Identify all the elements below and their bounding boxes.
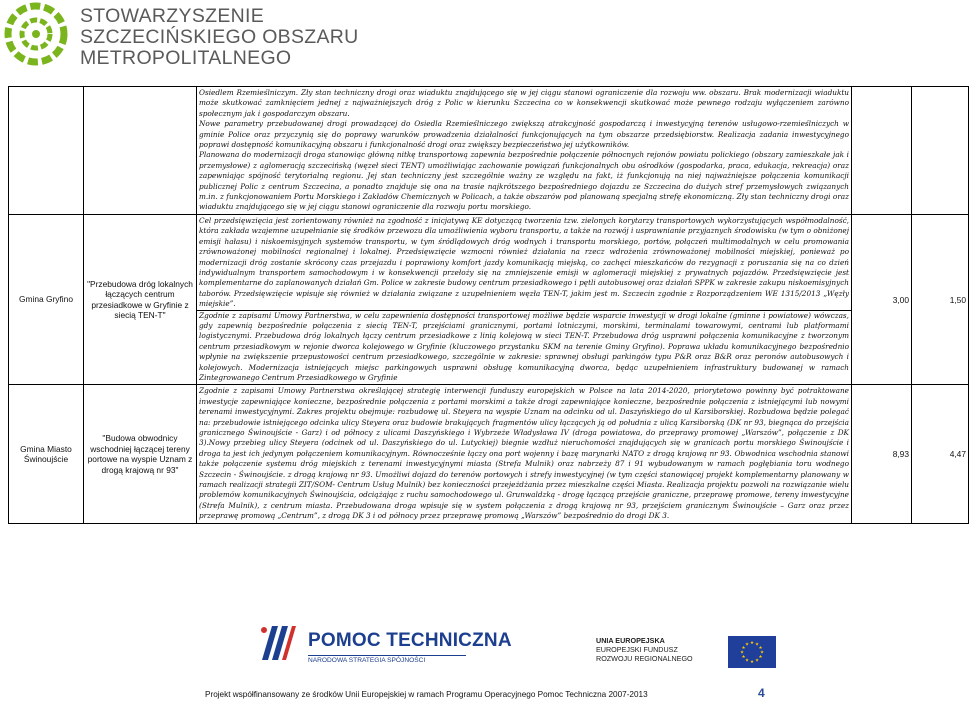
svg-text:★: ★ <box>739 650 745 656</box>
association-logo <box>0 0 359 70</box>
eu-flag-icon <box>728 636 776 668</box>
eu-logo <box>590 628 790 672</box>
eu-line-1: UNIA EUROPEJSKA <box>596 636 665 645</box>
score-share-cell: 4,47 <box>912 385 969 523</box>
logo-line-2: SZCZECIŃSKIEGO OBSZARU <box>80 26 359 48</box>
score-cell: 8,93 <box>852 385 912 523</box>
projects-table <box>8 86 969 524</box>
description-paragraph: Cel przedsięwzięcia jest zorientowany również na zgodność z inicjatywą KE dotyczącą tworzenia tzw. zielonych korytarzy transportowych wykorzystujących współmodalność, która zakłada wzajemne uzupełnianie się środków przewozu dla umożliwienia wyboru transportu, a także na rozwój i usprawnianie przyjaznych środowisku (w tym o obniżonej emisji hałasu) i niskoemisyjnych systemów transportu, w tym śródlądowych dróg wodnych i transportu morskiego, portów, połączeń multimodalnych w celu promowania zrównoważonej mobilności regionalnej i lokalnej. Przedsięwzięcie wzmocni również działania na rzecz wdrożenia zrównoważonej mobilności miejskiej, ponieważ po modernizacji dróg zostanie skrócony czas przejazdu i poprawiony komfort jazdy komunikacją miejską, co zachęci mieszkańców do rezygnacji z poruszania się na co dzień indywidualnym transportem samochodowym i w konsekwencji przełoży się na zmniejszenie emisji w aglomeracji miejskiej z prywatnych pojazdów. Przedsięwzięcie jest komplementarne do zaplanowanych działań Gm. Police w zakresie budowy centrum przesiadkowego i pętli autobusowej oraz działań SPPK w zakresie zakupu niskoemisyjnych taborów. Przedsięwzięcie wpisuje się również w działania związane z uzupełnieniem węzła TEN-T, jakim jest m. Szczecin zgodnie z Rozporządzeniem WE 1315/2013 „Węzły miejskie”. <box>196 216 852 311</box>
svg-text:★: ★ <box>744 642 750 648</box>
description-cell <box>197 385 852 523</box>
svg-text:★: ★ <box>758 655 763 660</box>
cofinancing-note: Projekt współfinansowany ze środków Unii Europejskiej w ramach Programu Operacyjnego Pomoc Techniczna 2007-2013 <box>205 690 648 699</box>
description-paragraph: Nowe parametry przebudowanej drogi prowadzącej do Osiedla Rzemieślniczego zwiększą atrakcyjność gospodarczą i inwestycyjną terenów usługowo-rzemieślniczych w gminie Police oraz przyczynią się do poprawy warunków prowadzenia działalności funkcjonujących na tym obszarze przedsiębiorstw. Realizacja zadania inwestycyjnego poprawi dostępność komunikacyjną obszaru i funkcjonalność drogi oraz zwiększy bezpieczeństwo jej użytkowników. <box>199 119 849 150</box>
svg-text:★: ★ <box>758 646 763 651</box>
eu-line-3: ROZWOJU REGIONALNEGO <box>596 654 693 663</box>
description-paragraph: Zgodnie z zapisami Umowy Partnerstwa określającej strategię interwencji funduszy europejskich w Polsce na lata 2014-2020, priorytetowo powinny być potraktowane inwestycje zapewniające konieczne, bezpośrednie połączenia z portami morskimi a także drogi zapewniające konieczne, bezpośrednie połączenia z istniejącymi lub nowymi terenami inwestycyjnymi. Zakres projektu obejmuje: rozbudowę ul. Steyera na wyspie Uznam na odcinku od ul. Daszyńskiego do ul Karsiborskiej. Rozbudowa będzie polegać na: przebudowie istniejącego odcinka ulicy Steyera oraz budowie brakujących fragmentów ulicy łączących ją od południa z ulicą Karsiborską (DK nr 93, biegnąca do przejścia granicznego Świnoujście - Garz) i od północy z ulicami Daszyńskiego i Wybrzeże Władysława IV (droga powiatowa, do przeprawy promowej „Warszów”, połączenie z DK 3).Nowy przebieg ulicy Steyera (odcinek od ul. Daszyńskiego do ul. Lutyckiej) biegnie wzdłuż nieruchomości znajdujących się w granicach portu morskiego Świnoujście i droga ta jest ich jedynym połączeniem komunikacyjnym. Równocześnie łączy ona port wojenny i bazę marynarki NATO z drogą krajową nr 93. Obwodnica wschodnia stanowi także połączenie systemu dróg miejskich z terenami inwestycyjnymi miasta (Strefa Mulnik) oraz nabrzeży 87 i 91 wybudowanym w ramach pogłębiania toru wodnego Szczecin - Świnoujście. z drogą krajową nr 93. Umożliwi dojazd do terenów portowych i strefy inwestycyjnej (w tym części stanowiącej projekt komplementarny planowany w ramach realizacji strategii ZIT/SOM- Centrum Usług Mulnik) bez konieczności przejeżdżania przez mieszkalne części Miasta. Realizacja projektu pozwoli na rozwiązanie wielu problemów komunikacyjnych Świnoujścia, odciążając z ruchu samochodowego ul. Grunwaldzką - drogę łączącą przejście graniczne, przeprawę promowe, tereny inwestycyjne (Strefa Mulnik), z centrum miasta. Przebudowana droga wpisuje się w system połączenia z drogą krajową nr 93, przejściem granicznym Świnoujście – Garz oraz przez przeprawę promową „Centrum”, z drogą DK 3 i od północy przez przeprawę promową „Warszów” bezpośrednio do drogi DK 3. <box>199 386 849 521</box>
table-row <box>9 214 969 385</box>
pt-subtitle: NARODOWA STRATEGIA SPÓJNOŚCI <box>308 655 466 664</box>
project-cell <box>84 87 197 215</box>
svg-text:★: ★ <box>741 646 746 651</box>
score-share-cell <box>912 87 969 215</box>
table-row <box>9 385 969 523</box>
score-share-cell: 1,50 <box>912 214 969 385</box>
pt-title: POMOC TECHNICZNA <box>308 630 512 651</box>
description-paragraph: Planowana do modernizacji droga stanowiąc główną nitkę transportową zapewnia bezpośrednie połączenie północnych rejonów powiatu polickiego (obszary zamieszkałe jak i przemysłowe) z aglomeracją szczecińską (węzeł sieci TENT) umożliwiając zachowanie powiązań funkcjonalnych obu ośrodków (gospodarka, praca, edukacja, rekreacja) oraz zapewniając spójność terytorialną regionu. Jej stan techniczny jest szczególnie ważny ze względu na fakt, iż funkcjonują na niej najważniejsze połączenia komunikacji publicznej Polic z centrum Szczecina, a ponadto znajduje się ona na trasie najkrótszego bezpośredniego dojazdu ze Szczecina do dużych stref przemysłowych związanych m.in. z funkcjonowaniem Portu Morskiego i Zakładów Chemicznych w Policach, a także obszarów pod planowaną specjalną strefę ekonomiczną. Zły stan techniczny drogi oraz wiaduktu znajdującego się w jej ciągu stanowi ograniczenie dla rozwoju portu morskiego. <box>199 150 849 212</box>
logo-line-3: METROPOLITALNEGO <box>80 47 292 69</box>
table-row <box>9 87 969 215</box>
pomoc-techniczna-logo <box>256 616 516 672</box>
svg-text:★: ★ <box>759 650 765 656</box>
gmina-cell: Gmina Miasto Świnoujście <box>9 385 84 523</box>
logo-line-1: STOWARZYSZENIE <box>80 5 265 27</box>
logo-emblem-icon <box>2 2 70 66</box>
svg-text:★: ★ <box>754 658 760 664</box>
pt-emblem-icon <box>256 620 302 668</box>
description-cell <box>197 214 852 385</box>
description-cell <box>197 87 852 215</box>
svg-text:★: ★ <box>744 658 750 664</box>
svg-text:★: ★ <box>741 655 746 660</box>
eu-text <box>596 636 693 663</box>
page-number: 4 <box>758 686 765 700</box>
score-cell <box>852 87 912 215</box>
project-cell: "Przebudowa dróg lokalnych łączących centrum przesiadkowe w Gryfinie z siecią TEN-T" <box>84 214 197 385</box>
project-cell: "Budowa obwodnicy wschodniej łączącej tereny portowe na wyspie Uznam z drogą krajową nr 93" <box>84 385 197 523</box>
svg-text:★: ★ <box>754 642 760 648</box>
svg-text:★: ★ <box>749 641 755 646</box>
eu-line-2: EUROPEJSKI FUNDUSZ <box>596 645 678 654</box>
gmina-cell <box>9 87 84 215</box>
logo-wordmark <box>80 6 359 69</box>
description-paragraph: Osiedlem Rzemieślniczym. Zły stan techniczny drogi oraz wiaduktu znajdującego się w jej ciągu stanowi ograniczenie dla rozwoju ww. obszaru. Brak modernizacji wiaduktu może skutkować zamknięciem jednej z najważniejszych dróg z Polic w kierunku Szczecina co w konsekwencji skutkować może pewnego rodzaju wyłączeniem zarówno społecznym jak i gospodarczym obszaru. <box>199 88 849 118</box>
description-paragraph: Zgodnie z zapisami Umowy Partnerstwa, w celu zapewnienia dostępności transportowej możliwe będzie wsparcie inwestycji w drogi lokalne (gminne i powiatowe) wówczas, gdy zapewnią bezpośrednie połączenia z siecią TEN-T, przejściami granicznymi, portami lotniczymi, morskimi, terminalami towarowymi, centrami lub platformami logistycznymi. Przebudowa dróg lokalnych łączy centrum przesiadkowe z linią kolejową w sieci TEN-T. Przebudowa dróg usprawni połączenia komunikacyjne z tworzonym centrum przesiadkowym w rejonie dworca kolejowego w Gryfinie (kluczowego przystanku SKM na terenie Gminy Gryfino). Poprawa układu komunikacyjnego bezpośrednio wpłynie na zwiększenie przepustowości centrum przesiadkowego, szczególnie w zakresie: sprawnej obsługi parkingów typu P&R oraz B&R oraz peronów autobusowych i kolejowych. Modernizacja istniejących miejsc parkingowych usprawni obsługę komunikacyjną dworca, będąc uzupełnieniem infrastruktury budowanej w ramach Zintegrowanego Centrum Przesiadkowego w Gryfinie <box>199 310 849 382</box>
score-cell: 3,00 <box>852 214 912 385</box>
svg-text:★: ★ <box>749 660 755 665</box>
gmina-cell: Gmina Gryfino <box>9 214 84 385</box>
